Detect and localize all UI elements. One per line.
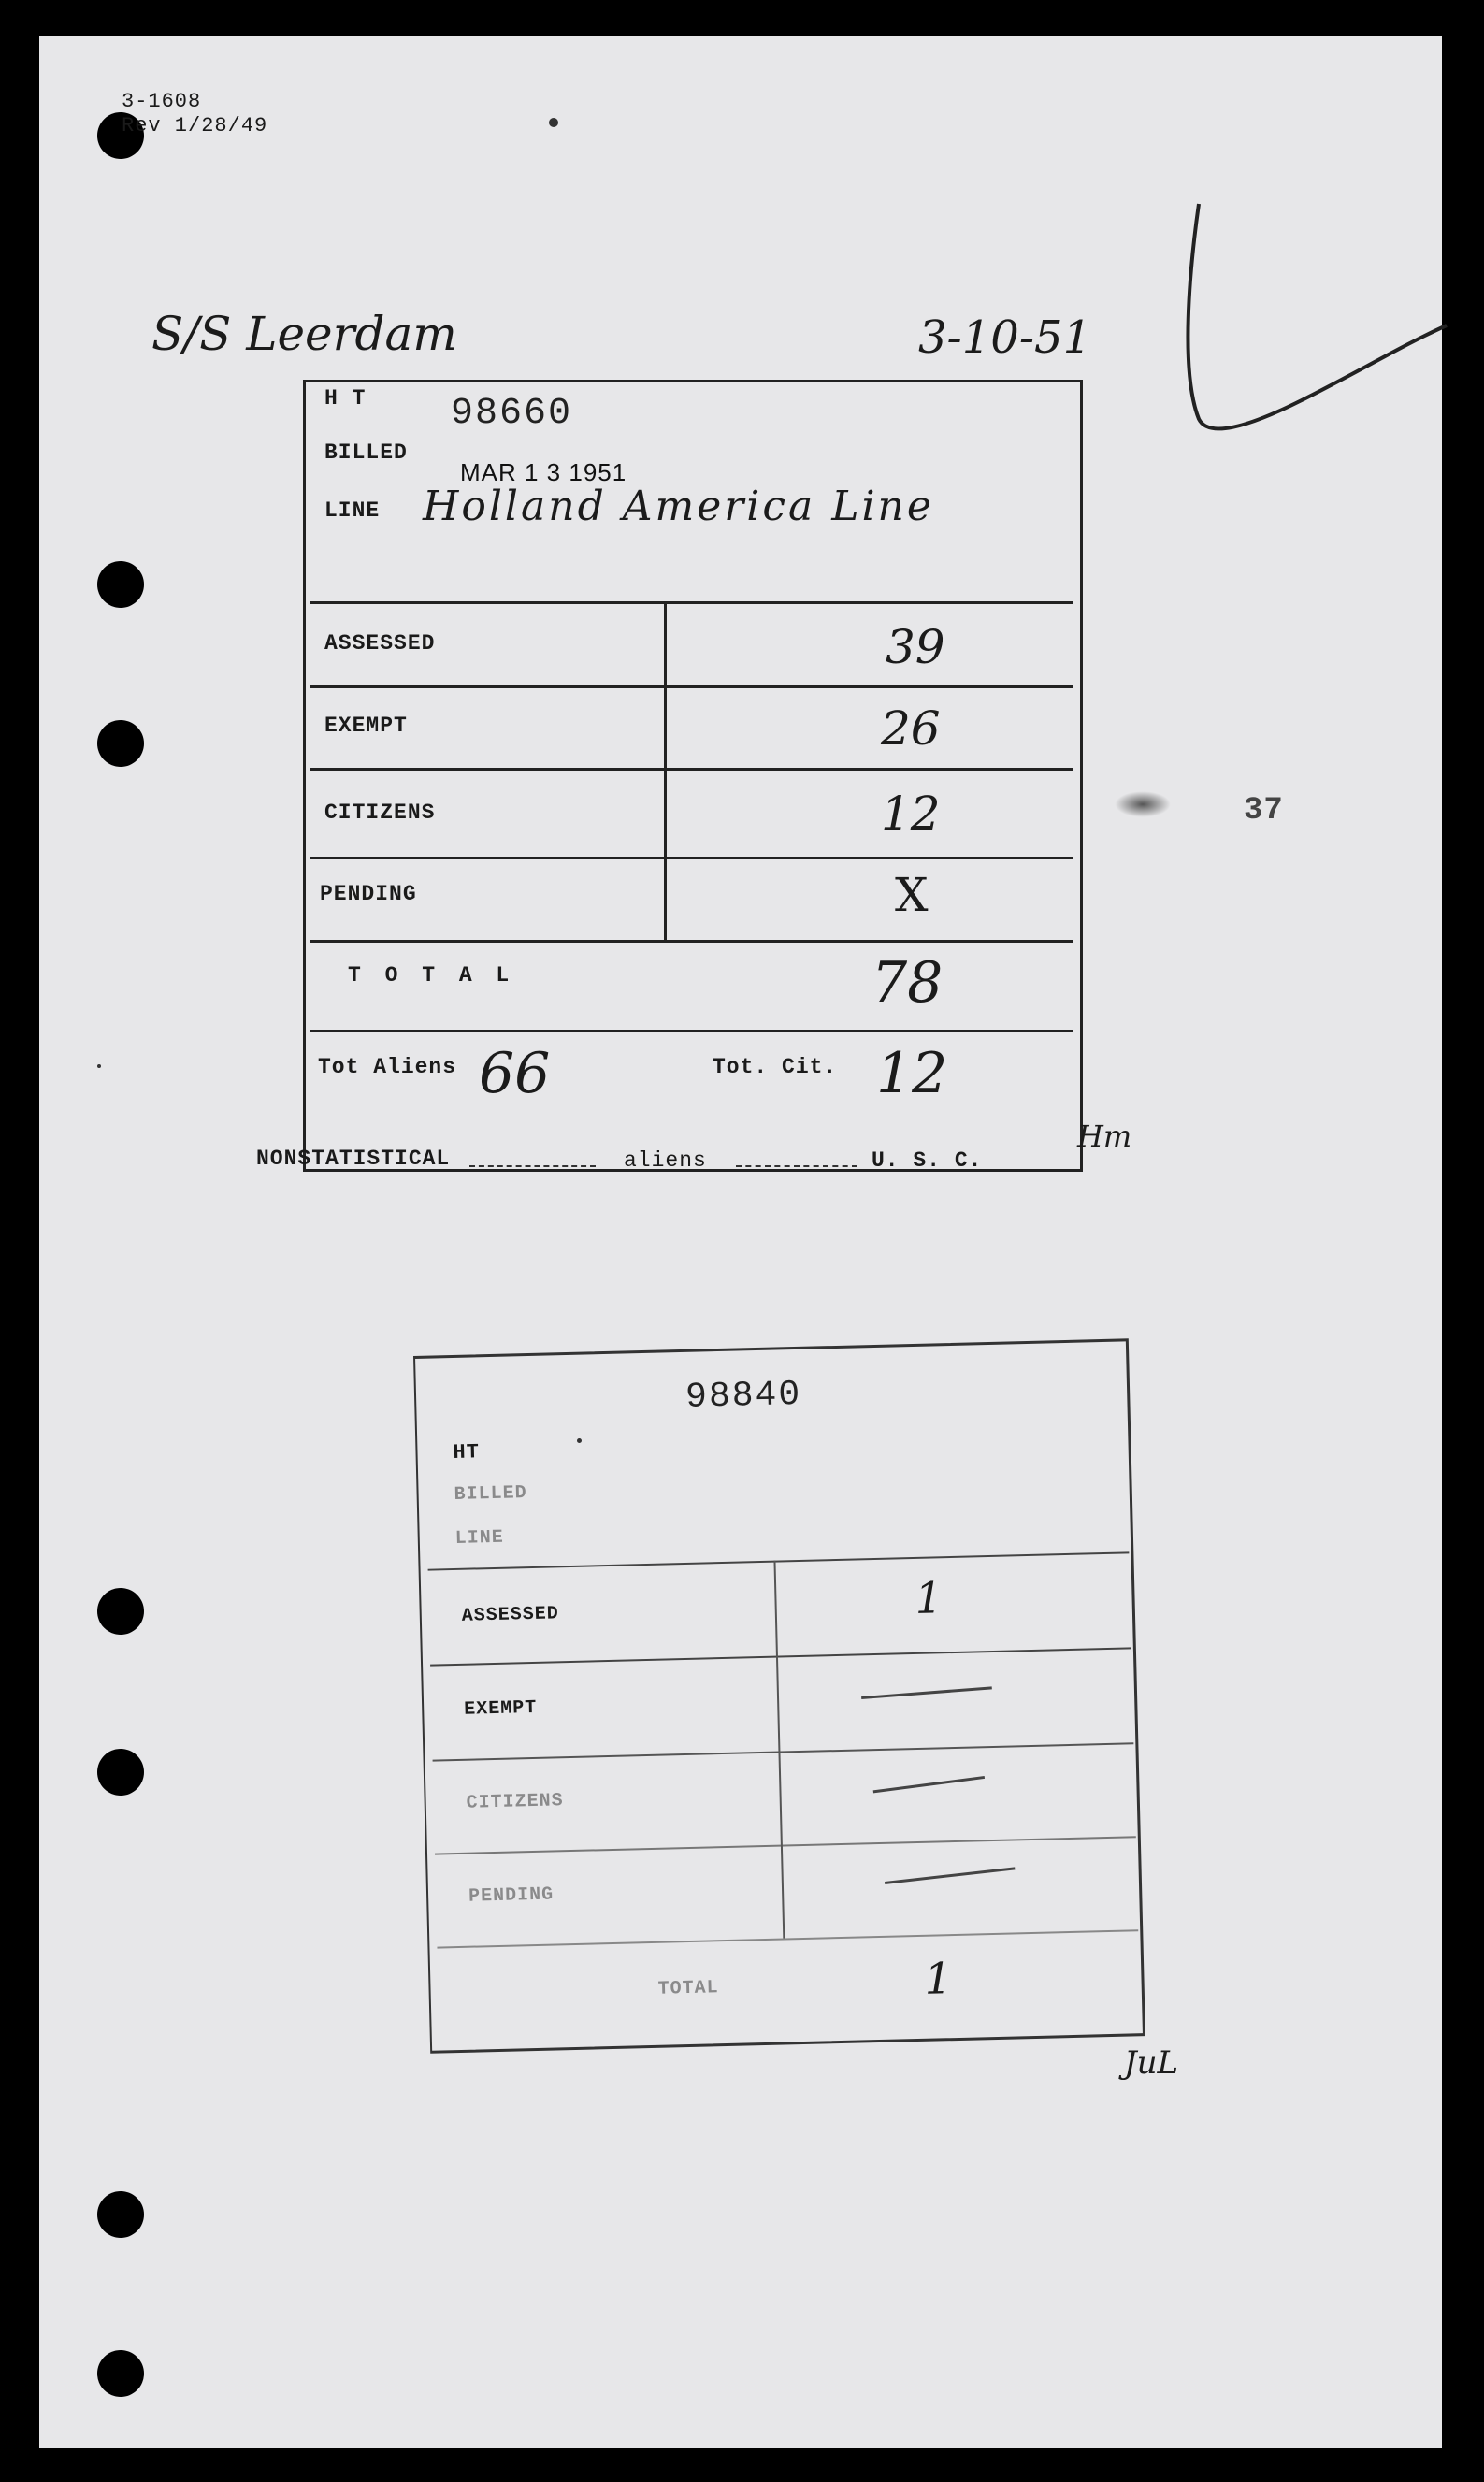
divider xyxy=(310,685,1073,688)
ht-label-2: HT xyxy=(453,1440,481,1465)
nonstatistical-blank xyxy=(469,1165,596,1167)
line-label-2: LINE xyxy=(454,1526,505,1550)
line-label: LINE xyxy=(324,498,381,523)
divider xyxy=(310,940,1073,943)
checkmark-icon xyxy=(1171,195,1451,475)
total-label: T O T A L xyxy=(348,963,515,988)
row-value-pending: X xyxy=(895,868,929,922)
initials: Hm xyxy=(1077,1118,1132,1154)
usc-label: U. S. C. xyxy=(872,1148,983,1173)
nonstatistical-label: NONSTATISTICAL xyxy=(256,1147,451,1171)
tot-cit-label: Tot. Cit. xyxy=(713,1055,838,1079)
binder-hole xyxy=(97,720,144,767)
row-value-assessed-2: 1 xyxy=(914,1572,944,1623)
divider xyxy=(310,768,1073,771)
row-label-citizens: CITIZENS xyxy=(324,801,436,825)
binder-hole xyxy=(97,1749,144,1796)
form-number: 3-1608 xyxy=(122,90,202,113)
billed-label-2: BILLED xyxy=(454,1482,527,1506)
tot-aliens-value: 66 xyxy=(479,1041,551,1106)
total-label-2: TOTAL xyxy=(657,1977,719,2000)
divider xyxy=(310,601,1073,604)
billed-label: BILLED xyxy=(324,440,408,465)
divider xyxy=(310,857,1073,859)
total-value-2: 1 xyxy=(923,1953,953,2004)
speck xyxy=(549,118,558,127)
speck xyxy=(97,1064,101,1068)
aliens-blank xyxy=(736,1165,857,1167)
document-page xyxy=(39,36,1442,2448)
tot-cit-value: 12 xyxy=(876,1041,948,1106)
initials-2: JuL xyxy=(1124,2044,1179,2082)
divider xyxy=(310,1030,1073,1032)
secondary-card xyxy=(413,1338,1150,2056)
row-label-assessed-2: ASSESSED xyxy=(461,1603,560,1627)
row-label-pending-2: PENDING xyxy=(468,1883,555,1908)
binder-hole xyxy=(97,1588,144,1635)
tot-aliens-label: Tot Aliens xyxy=(318,1055,457,1079)
row-label-exempt: EXEMPT xyxy=(324,714,408,738)
row-value-citizens: 12 xyxy=(881,786,941,841)
binder-hole xyxy=(97,561,144,608)
side-stamp-smudge xyxy=(1115,791,1171,817)
ship-name: S/S Leerdam xyxy=(151,307,457,361)
line-value: Holland America Line xyxy=(423,483,934,530)
binder-hole xyxy=(97,2350,144,2397)
billed-date-stamp: MAR 1 3 1951 xyxy=(460,458,627,486)
ht-number-2: 98840 xyxy=(684,1374,802,1418)
aliens-label: aliens xyxy=(624,1148,707,1173)
ht-label: H T xyxy=(324,386,367,411)
column-divider xyxy=(664,601,667,940)
form-revision: Rev 1/28/49 xyxy=(122,114,268,137)
row-value-assessed: 39 xyxy=(886,620,945,674)
row-label-citizens-2: CITIZENS xyxy=(466,1790,564,1814)
binder-hole xyxy=(97,2191,144,2238)
row-value-exempt: 26 xyxy=(881,701,941,756)
arrival-date: 3-10-51 xyxy=(918,311,1092,364)
total-value: 78 xyxy=(872,950,944,1016)
ht-number: 98660 xyxy=(451,393,573,435)
row-label-assessed: ASSESSED xyxy=(324,631,436,656)
row-label-exempt-2: EXEMPT xyxy=(463,1696,538,1721)
side-stamp-number: 37 xyxy=(1244,793,1284,829)
speck xyxy=(577,1438,582,1443)
row-label-pending: PENDING xyxy=(320,882,417,906)
